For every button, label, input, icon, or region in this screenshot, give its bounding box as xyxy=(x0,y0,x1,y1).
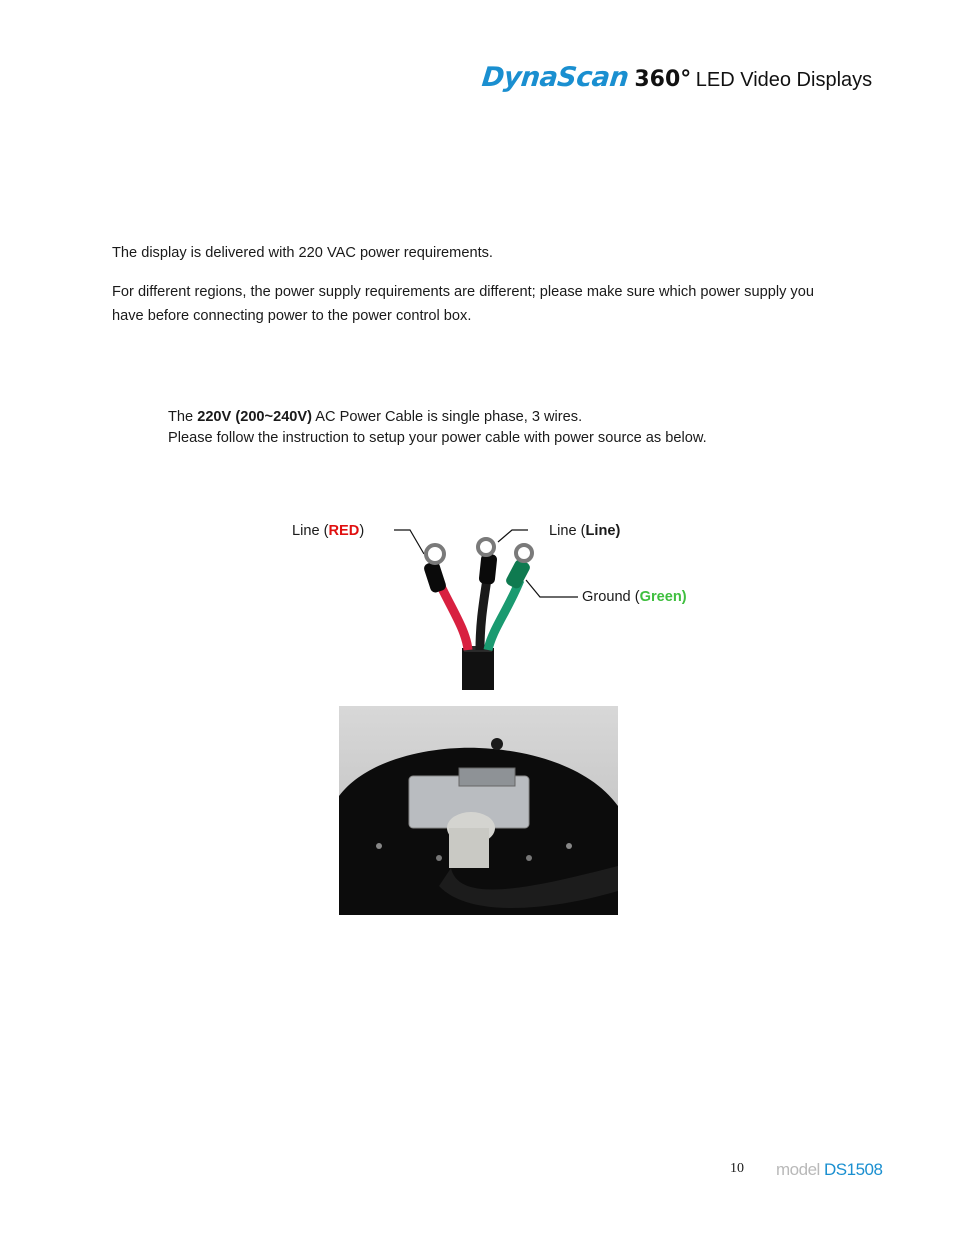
footer-model xyxy=(776,1160,882,1180)
label-line-red-color: RED xyxy=(328,523,360,539)
power-control-box-photo xyxy=(339,706,618,915)
label-line-red-suffix: ) xyxy=(359,523,365,539)
page-number: 10 xyxy=(730,1161,744,1176)
header-logo xyxy=(482,62,872,102)
label-line-prefix: Line ( xyxy=(549,523,586,539)
label-ground-color: Green) xyxy=(639,589,687,605)
cable-prefix: The xyxy=(168,409,198,425)
brand-name: DynaScan xyxy=(480,62,630,93)
power-cable-photo xyxy=(380,520,580,690)
footer-model-prefix: model xyxy=(776,1160,825,1179)
label-line-red-prefix: Line ( xyxy=(292,523,329,539)
label-ground xyxy=(582,589,687,605)
label-line-bold: Line) xyxy=(585,523,621,539)
paragraph-cable xyxy=(168,407,848,449)
label-line-line xyxy=(549,523,620,539)
cable-voltage: 220V (200~240V) xyxy=(197,409,313,425)
brand-360: 360° xyxy=(634,67,692,92)
paragraph-delivery: The display is delivered with 220 VAC power requirements. xyxy=(112,245,493,261)
brand-tagline: LED Video Displays xyxy=(695,69,873,91)
footer-model-name: DS1508 xyxy=(824,1160,883,1179)
label-ground-prefix: Ground ( xyxy=(582,589,640,605)
label-line-red xyxy=(292,523,364,539)
cable-suffix: AC Power Cable is single phase, 3 wires. xyxy=(312,409,583,425)
paragraph-instruction: Please follow the instruction to setup your power cable with power source as below. xyxy=(168,430,707,446)
paragraph-regions: For different regions, the power supply requirements are different; please make sure which power supply you have before connecting power to the power control box. xyxy=(112,284,814,324)
